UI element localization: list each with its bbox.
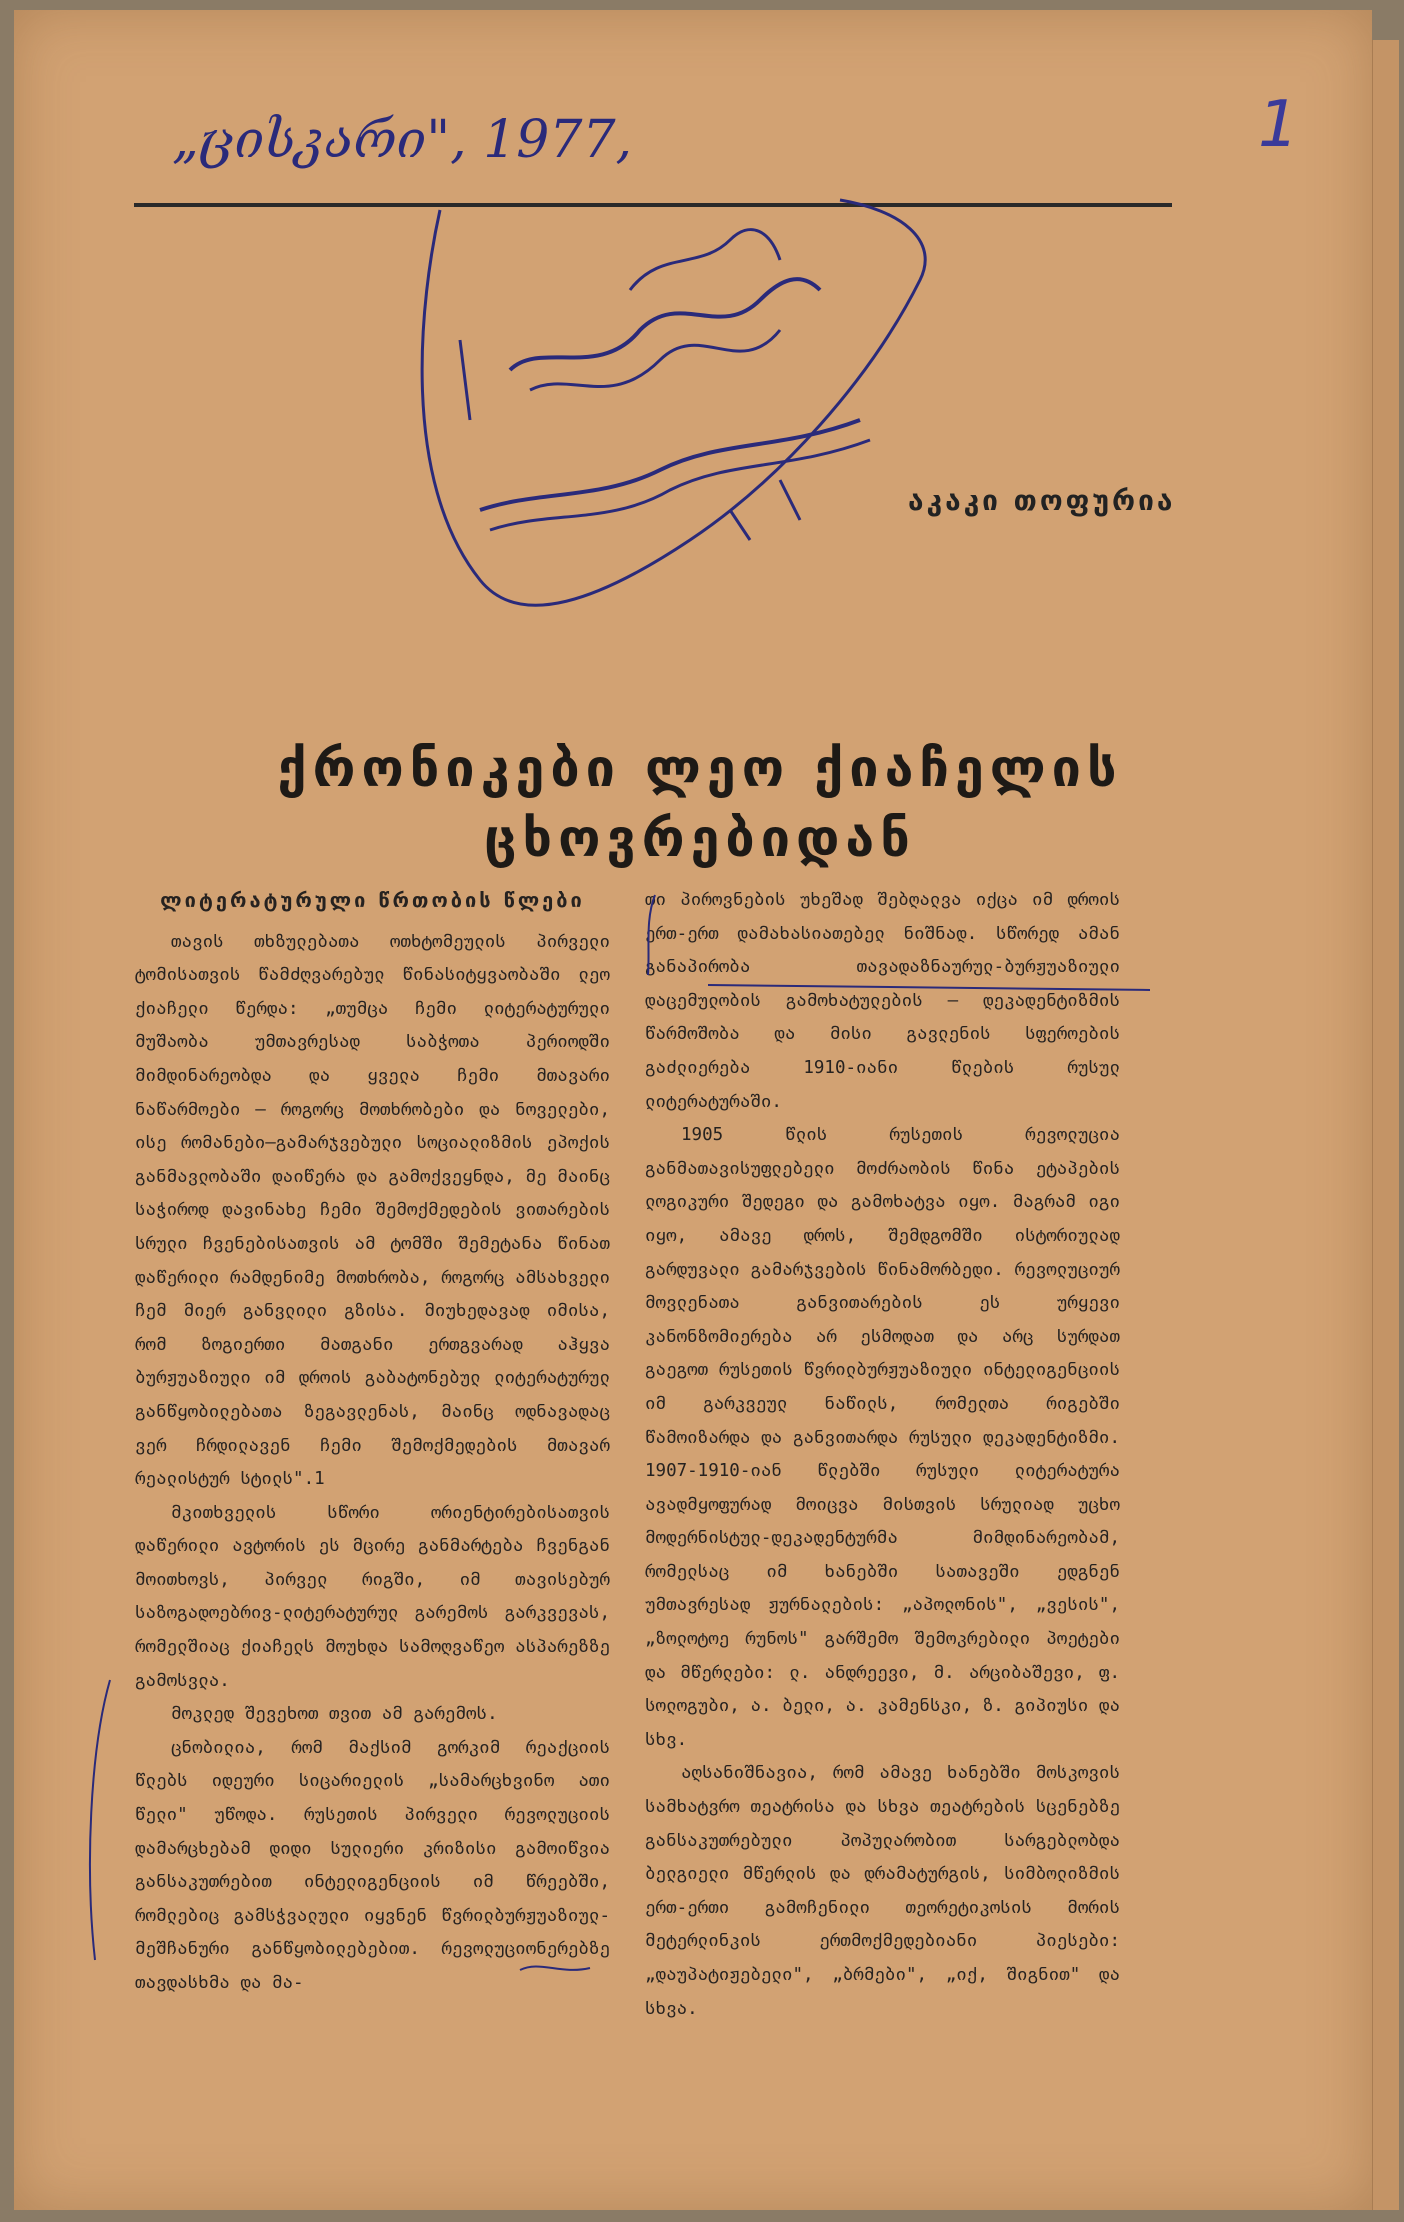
paragraph: თი პიროვნების უხეშად შებღალვა იქცა იმ დროის ერთ-ერთ დამახასიათებელ ნიშნად. სწორედ ამან განაპირობა თავადაზნაურულ-ბურჟუაზიული დაცემულობის გამოხატულების — დეკადენტიზმის წარმოშობა და მისი გავლენის სფეროების გაძლიერება 1910-იანი წლების რუსულ ლიტერატურაში. — [645, 890, 1120, 1112]
title-line-1: ქრონიკები ლეო ქიაჩელის — [277, 739, 1123, 799]
paragraph: აღსანიშნავია, რომ ამავე ხანებში მოსკოვის სამხატვრო თეატრისა და სხვა თეატრების სცენებზე განსაკუთრებული პოპულარობით სარგებლობდა ბელგიელი მწერლის და დრამატურგის, სიმბოლიზმის ერთ-ერთი გამოჩენილი თეორეტიკოსის მორის მეტერლინკის ერთმოქმედებიანი პიესები: „დაუპატიჟებელი", „ბრმები", „იქ, შიგნით" და სხვა. — [645, 1763, 1120, 2019]
section-heading: ლიტერატურული წრთობის წლები — [160, 888, 585, 912]
handwritten-header: „ცისკარი", 1977, — [172, 110, 633, 170]
paragraph: 1905 წლის რუსეთის რევოლუცია განმათავისუფლებელი მოძრაობის წინა ეტაპების ლოგიკური შედეგი და გამოხატვა იყო. მაგრამ იგი იყო, ამავე დროს, შემდგომში ისტორიულად გარდუვალი გამარჯვების წინამორბედი. რევოლუციურ მოვლენათა განვითარების ეს ურყევი კანონზომიერება არ ესმოდათ და არც სურდათ გაეგოთ რუსეთის წვრილბურჟუაზიული ინტელიგენციის იმ გარკვეულ ნაწილს, რომელთა რიგებში წამოიზარდა და განვითარდა რუსული დეკადენტიზმი. 1907-1910-იან წლებში რუსული ლიტერატურა ავადმყოფურად მოიცვა მისთვის სრულიად უცხო მოდერნისტულ-დეკადენტურმა მიმდინარეობამ, რომელსაც იმ ხანებში სათავეში ედგნენ უმთავრესად ჟურნალების: „აპოლონის", „ვესის", „ზოლოტოე რუნოს" გარშემო შემოკრებილი პოეტები და მწერლები: ლ. ანდრეევი, მ. არციბაშევი, ფ. სოლოგუბი, ა. ბელი, ა. კამენსკი, ზ. გიპიუსი და სხვ. — [645, 1125, 1120, 1750]
author-name: აკაკი თოფურია — [908, 484, 1176, 517]
handwritten-signature — [400, 180, 960, 620]
page-edge — [1372, 40, 1399, 2210]
left-column — [135, 884, 610, 2001]
title-line-2: ცხოვრებიდან — [484, 809, 916, 869]
article-title — [120, 734, 1280, 874]
paragraph: თავის თხზულებათა ოთხტომეულის პირველი ტომისათვის წამძღვარებულ წინასიტყვაობაში ლეო ქიაჩელი წერდა: „თუმცა ჩემი ლიტერატურული მუშაობა უმთავრესად საბჭოთა პერიოდში მიმდინარეობდა და ყველა ჩემი მთავარი ნაწარმოები — როგორც მოთხრობები და ნოველები, ისე რომანები—გამარჯვებული სოციალიზმის ეპოქის განმავლობაში დაიწერა და გამოქვეყნდა, მე მაინც საჭიროდ დავინახე ჩემი შემოქმედების ვითარების სრული ჩვენებისათვის ამ ტომში შემეტანა წინათ დაწერილი რამდენიმე მოთხრობა, როგორც ამსახველი ჩემ მიერ განვლილი გზისა. მიუხედავად იმისა, რომ ზოგიერთი მათგანი ერთგვარად აჰყვა ბურჟუაზიული იმ დროის გაბატონებულ ლიტერატურულ განწყობილებათა ზეგავლენას, მაინც ოდნავადაც ვერ ჩრდილავენ ჩემი შემოქმედების მთავარ რეალისტურ სტილს".1 — [135, 931, 610, 1490]
paragraph: ცნობილია, რომ მაქსიმ გორკიმ რეაქციის წლებს იდეური სიცარიელის „სამარცხვინო ათი წელი" უწოდა. რუსეთის პირველი რევოლუციის დამარცხებამ დიდი სულიერი კრიზისი გამოიწვია განსაკუთრებით ინტელიგენციის იმ წრეებში, რომლებიც გამსჭვალული იყვნენ წვრილბურჟუაზიულ-მეშჩანური განწყობილებებით. რევოლუციონერებზე თავდასხმა და მა- — [135, 1737, 610, 1993]
paragraph: მკითხველის სწორი ორიენტირებისათვის დაწერილი ავტორის ეს მცირე განმარტება ჩვენგან მოითხოვს, პირველ რიგში, იმ თავისებურ საზოგადოებრივ-ლიტერატურულ გარემოს გარკვევას, რომელშიაც ქიაჩელს მოუხდა სამოღვაწეო ასპარეზზე გამოსვლა. — [135, 1502, 610, 1691]
page-number: 1 — [1258, 88, 1299, 162]
paragraph: მოკლედ შევეხოთ თვით ამ გარემოს. — [171, 1704, 498, 1725]
right-column — [645, 884, 1120, 2026]
